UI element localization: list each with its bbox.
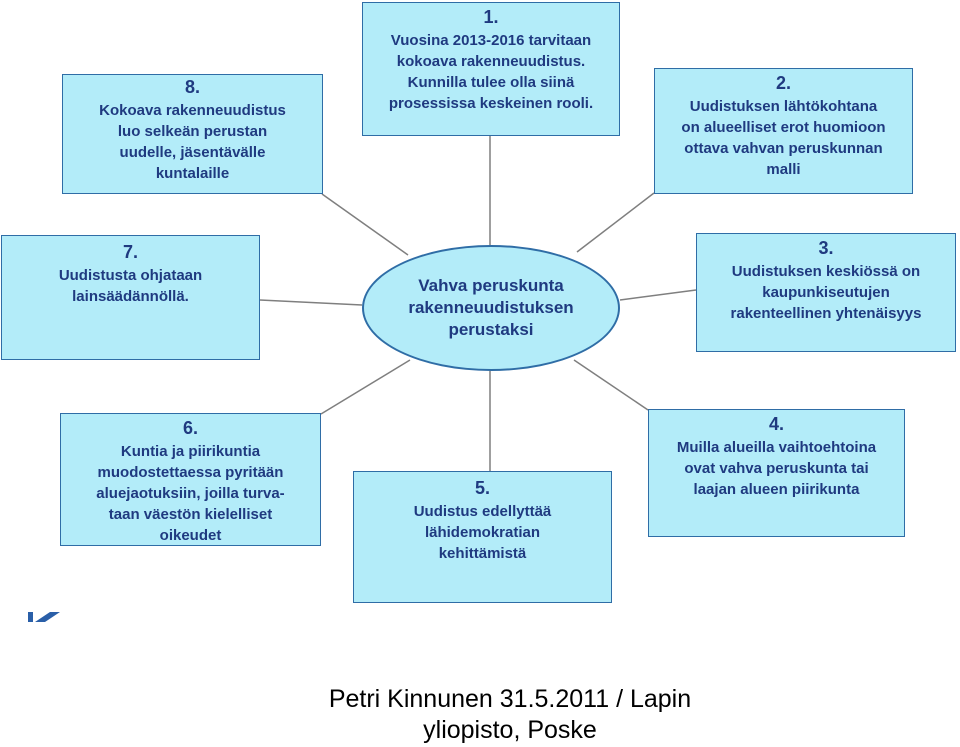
box-number: 4. <box>768 414 784 434</box>
box-number: 5. <box>474 478 490 498</box>
logo-fragment-icon <box>26 610 70 622</box>
box-7 <box>1 235 260 360</box>
box-text: Uudistusta ohjataan lainsäädännöllä. <box>58 267 203 305</box>
box-text: Uudistus edellyttää lähidemokratian kehittämistä <box>413 503 552 562</box>
footer-caption <box>300 684 720 746</box>
box-text: Kokoava rakenneuudistus luo selkeän perustan uudelle, jäsentävälle kuntalaille <box>99 102 286 182</box>
box-2 <box>654 68 913 194</box>
box-number: 8. <box>184 77 200 97</box>
box-text: Kuntia ja piirikuntia muodostettaessa pyritään aluejaotuksiin, joilla turva- taan väestön kielelliset oikeudet <box>96 443 285 544</box>
box-6 <box>60 413 321 546</box>
box-number: 7. <box>122 242 138 262</box>
box-text: Muilla alueilla vaihtoehtoina ovat vahva peruskunta tai laajan alueen piirikunta <box>676 439 877 498</box>
box-text: Vuosina 2013-2016 tarvitaan kokoava rakenneuudistus. Kunnilla tulee olla siinä prosessissa keskeinen rooli. <box>388 32 594 112</box>
box-8 <box>62 74 323 194</box>
box-5 <box>353 471 612 603</box>
box-number: 1. <box>483 7 499 27</box>
connector-2 <box>577 193 654 252</box>
footer-line-1: Petri Kinnunen 31.5.2011 / Lapin <box>328 685 692 713</box>
connector-6 <box>321 360 410 414</box>
box-text: Uudistuksen keskiössä on kaupunkiseutujen rakenteellinen yhtenäisyys <box>730 263 922 322</box>
box-number: 2. <box>775 73 791 93</box>
box-text: Uudistuksen lähtökohtana on alueelliset erot huomioon ottava vahvan peruskunnan malli <box>681 98 886 178</box>
box-4 <box>648 409 905 537</box>
connector-4 <box>574 360 648 410</box>
box-1 <box>362 2 620 136</box>
connector-7 <box>260 300 362 305</box>
box-number: 6. <box>182 418 198 438</box>
connector-3 <box>620 290 696 300</box>
box-number: 3. <box>818 238 834 258</box>
footer-line-2: yliopisto, Poske <box>423 716 597 744</box>
box-3 <box>696 233 956 352</box>
center-ellipse: Vahva peruskunta rakenneuudistuksen perustaksi <box>362 245 620 371</box>
connector-8 <box>322 194 408 255</box>
